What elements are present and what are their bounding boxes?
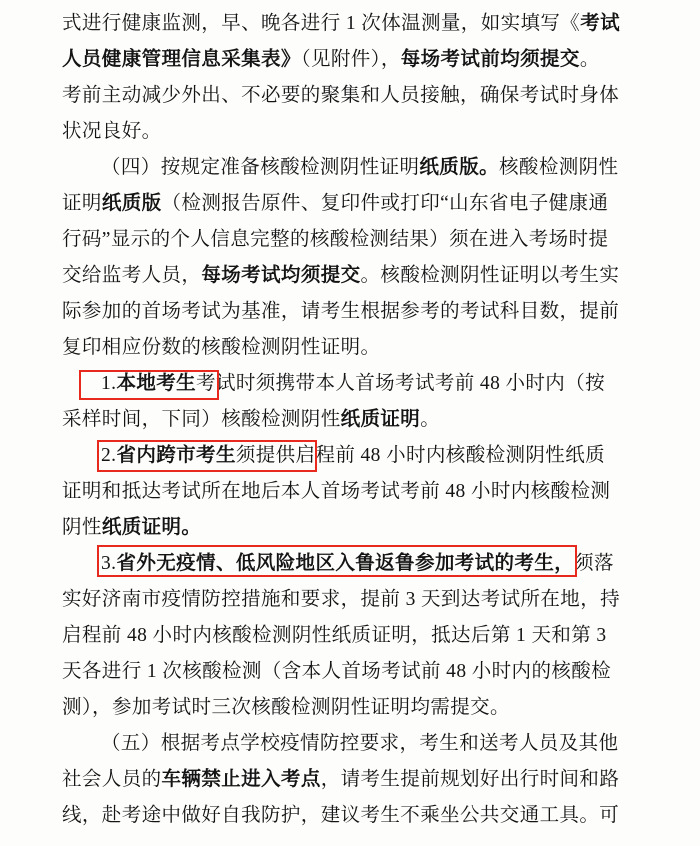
text-run: （四）按规定准备核酸检测阴性证明 [101, 157, 420, 178]
text-run: 考试时须携带本人首场考试考前 48 小时内（按 [196, 373, 605, 394]
text-run: 须提供启程前 48 小时内核酸检测阴性纸质 [235, 445, 605, 466]
paragraph [62, 402, 664, 438]
paragraph [62, 582, 664, 618]
paragraph [62, 150, 664, 186]
text-run: 核酸检测阴性 [499, 157, 619, 178]
text-run: 证明 [62, 193, 102, 214]
paragraph [62, 330, 664, 366]
text-run: 线，赴考途中做好自我防护，建议考生不乘坐公共交通工具。可 [62, 805, 620, 826]
text-run: 际参加的首场考试为基准，请考生根据参考的考试科目数，提前 [62, 301, 620, 322]
paragraph [62, 654, 664, 690]
paragraph [62, 222, 664, 258]
text-run-bold: 人员健康管理信息采集表》 [62, 49, 301, 70]
text-run: 3. [101, 553, 117, 574]
text-run: 。 [579, 49, 600, 70]
text-run: 交给监考人员， [62, 265, 202, 286]
text-run: （五）根据考点学校疫情防控要求，考生和送考人员及其他 [101, 733, 619, 754]
text-run-bold: 每场考试前均须提交 [400, 49, 580, 70]
text-run: 复印相应份数的核酸检测阴性证明。 [62, 337, 381, 358]
text-run: 。核酸检测阴性证明以考生实 [360, 265, 620, 286]
text-run-bold: 每场考试均须提交 [201, 265, 361, 286]
highlighted-term-cross-city-candidate: 省内跨市考生 [116, 445, 236, 466]
text-run: 测），参加考试时三次核酸检测阴性证明均需提交。 [62, 697, 510, 718]
text-run: 采样时间，下同）核酸检测阴性 [62, 409, 341, 430]
text-run-bold: 考试 [580, 13, 621, 34]
text-run: 社会人员的 [62, 769, 162, 790]
highlighted-term-local-candidate: 本地考生 [116, 373, 197, 394]
text-run: 考前主动减少外出、不必要的聚集和人员接触，确保考试时身体 [62, 85, 620, 106]
paragraph [62, 294, 664, 330]
text-run-bold: 车辆禁止进入考点 [161, 769, 321, 790]
text-run-bold: 纸质证明。 [101, 517, 202, 538]
paragraph-item-1 [62, 366, 664, 402]
text-run: 须落 [574, 553, 614, 574]
paragraph [62, 186, 664, 222]
text-run: 1. [101, 373, 117, 394]
text-run: 阴性 [62, 517, 102, 538]
paragraph [62, 762, 664, 798]
text-run: （见附件）， [300, 49, 401, 70]
paragraph [62, 6, 664, 42]
paragraph [62, 798, 664, 834]
text-run: 行码”显示的个人信息完整的核酸检测结果）须在进入考场时提 [62, 229, 609, 250]
paragraph [62, 618, 664, 654]
text-run: （检测报告原件、复印件或打印“山东省电子健康通 [161, 193, 609, 214]
paragraph [62, 258, 664, 294]
paragraph [62, 510, 664, 546]
text-run: 式进行健康监测，早、晚各进行 1 次体温测量，如实填写《 [62, 13, 581, 34]
text-run: 证明和抵达考试所在地后本人首场考试考前 48 小时内核酸检测 [62, 481, 611, 502]
paragraph [62, 726, 664, 762]
text-run: 2. [101, 445, 117, 466]
paragraph [62, 474, 664, 510]
paragraph [62, 42, 664, 78]
text-run-bold: 纸质版 [101, 193, 162, 214]
text-run-bold: 纸质证明 [340, 409, 421, 430]
text-run: 。 [420, 409, 441, 430]
text-run: 实好济南市疫情防控措施和要求，提前 3 天到达考试所在地，持 [62, 589, 621, 610]
paragraph [62, 690, 664, 726]
text-run: ，请考生提前规划好出行时间和路 [320, 769, 620, 790]
paragraph [62, 78, 664, 114]
text-run: 天各进行 1 次核酸检测（含本人首场考试前 48 小时内的核酸检 [62, 661, 612, 682]
text-run: 启程前 48 小时内核酸检测阴性纸质证明，抵达后第 1 天和第 3 [62, 625, 607, 646]
highlighted-term-out-of-province-candidate: 省外无疫情、低风险地区入鲁返鲁参加考试的考生， [116, 553, 575, 574]
text-run-bold: 纸质版。 [419, 157, 500, 178]
paragraph [62, 114, 664, 150]
paragraph-item-3 [62, 546, 664, 582]
paragraph-item-2 [62, 438, 664, 474]
text-run: 状况良好。 [62, 121, 162, 142]
